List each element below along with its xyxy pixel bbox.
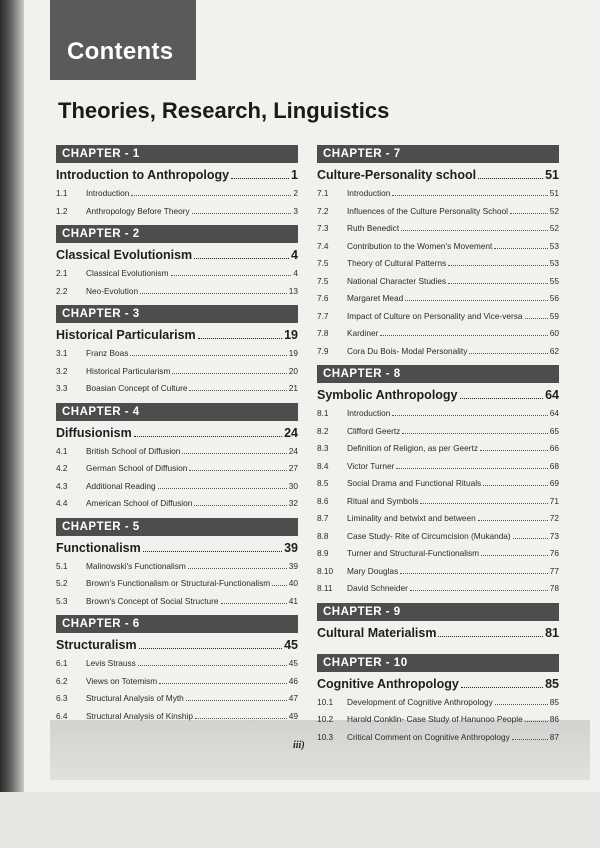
entry-page: 27 <box>288 463 298 473</box>
chapter-band: CHAPTER - 1 <box>56 145 298 163</box>
entry-number: 8.9 <box>317 548 329 558</box>
entry-page: 24 <box>288 445 298 456</box>
toc-entry <box>317 694 559 712</box>
dot-leader <box>189 390 286 391</box>
toc-entry <box>317 711 559 729</box>
toc-entry <box>56 495 298 513</box>
dot-leader <box>188 568 287 569</box>
entry-page: 56 <box>549 293 559 303</box>
page-number: iii) <box>293 740 305 751</box>
toc-entry <box>317 423 559 441</box>
chapter-title: Culture-Personality school <box>317 168 477 182</box>
toc-entry <box>317 493 559 511</box>
entry-title: Franz Boas <box>86 348 129 358</box>
chapter-band: CHAPTER - 4 <box>56 403 298 421</box>
entry-number: 8.7 <box>317 513 329 523</box>
entry-page: 3 <box>293 205 298 216</box>
entry-page: 65 <box>549 425 559 436</box>
entry-page: 51 <box>549 188 559 198</box>
entry-number: 7.4 <box>317 240 329 251</box>
toc-entry <box>56 708 298 726</box>
chapter-title: Historical Particularism <box>56 328 196 342</box>
entry-title: Additional Reading <box>86 480 156 491</box>
toc-entry <box>56 690 298 708</box>
toc-entry <box>56 443 298 461</box>
entry-title: Critical Comment on Cognitive Anthropology <box>347 731 510 742</box>
entry-number: 8.6 <box>317 495 329 506</box>
entry-title: Classical Evolutionism <box>86 268 169 278</box>
chapter-title-row <box>56 636 298 655</box>
dot-leader <box>525 721 548 722</box>
dot-leader <box>194 505 286 506</box>
dot-leader <box>400 573 548 574</box>
entry-title: Contribution to the Women's Movement <box>347 240 493 251</box>
entry-number: 7.1 <box>317 188 329 198</box>
entry-title: Brown's Concept of Social Structure <box>86 595 219 606</box>
entry-page: 85 <box>549 696 559 707</box>
entry-number: 8.11 <box>317 583 333 593</box>
entry-number: 7.6 <box>317 293 329 303</box>
toc-entry <box>56 363 298 381</box>
entry-number: 8.1 <box>317 408 329 418</box>
entry-page: 64 <box>549 408 559 418</box>
entry-title: Mary Douglas <box>347 565 399 576</box>
chapter-page: 81 <box>545 625 559 640</box>
toc-entry <box>317 510 559 528</box>
entry-title: Introduction <box>347 408 391 418</box>
chapter-block <box>56 145 298 220</box>
toc-entry <box>317 458 559 476</box>
entry-title: Kardiner <box>347 328 379 338</box>
dot-leader <box>195 718 287 719</box>
chapter-band: CHAPTER - 3 <box>56 305 298 323</box>
entry-number: 7.3 <box>317 223 329 233</box>
toc-entry <box>317 729 559 747</box>
entry-number: 10.3 <box>317 731 334 742</box>
entry-number: 8.3 <box>317 443 329 453</box>
dot-leader <box>143 551 282 552</box>
entry-page: 32 <box>288 498 298 508</box>
dot-leader <box>198 338 282 339</box>
entry-page: 53 <box>549 258 559 268</box>
entry-title: David Schneider <box>347 583 408 593</box>
book-gutter <box>0 0 24 848</box>
toc-entry <box>317 290 559 308</box>
toc-entry <box>317 220 559 238</box>
entry-title: German School of Diffusion <box>86 463 188 473</box>
entry-page: 30 <box>288 480 298 491</box>
dot-leader <box>448 265 548 266</box>
right-column <box>317 145 559 751</box>
entry-number: 8.5 <box>317 478 329 488</box>
toc-entry <box>56 460 298 478</box>
entry-number: 8.2 <box>317 425 329 436</box>
toc-entry <box>317 563 559 581</box>
chapter-block <box>56 518 298 611</box>
chapter-block <box>317 603 559 649</box>
toc-entry <box>317 325 559 343</box>
entry-title: British School of Diffusion <box>86 445 181 456</box>
entry-title: Victor Turner <box>347 460 395 471</box>
contents-label: Contents <box>67 38 174 65</box>
chapter-band: CHAPTER - 6 <box>56 615 298 633</box>
entry-page: 19 <box>288 348 298 358</box>
entry-title: Theory of Cultural Patterns <box>347 258 447 268</box>
chapter-page: 4 <box>291 248 298 262</box>
entry-number: 7.8 <box>317 328 329 338</box>
dot-leader <box>460 398 544 399</box>
chapter-page: 39 <box>284 540 298 555</box>
dot-leader <box>194 258 289 259</box>
toc-entry <box>56 655 298 673</box>
entry-page: 41 <box>288 595 298 606</box>
entry-title: Structural Analysis of Kinship <box>86 710 193 721</box>
entry-page: 52 <box>549 205 559 216</box>
toc-entry <box>317 440 559 458</box>
entry-title: Ritual and Symbols <box>347 495 419 506</box>
entry-title: Levis Strauss <box>86 658 136 668</box>
toc-entry <box>56 575 298 593</box>
entry-page: 39 <box>288 560 298 571</box>
toc-entry <box>317 343 559 361</box>
left-column <box>56 145 298 730</box>
entry-page: 2 <box>293 188 298 198</box>
toc-entry <box>317 255 559 273</box>
contents-tab <box>50 0 196 80</box>
toc-entry <box>317 203 559 221</box>
entry-page: 66 <box>549 443 559 453</box>
entry-page: 20 <box>288 365 298 376</box>
dot-leader <box>478 178 543 179</box>
entry-number: 5.1 <box>56 560 68 571</box>
entry-title: Boasian Concept of Culture <box>86 383 188 393</box>
entry-page: 69 <box>549 478 559 488</box>
toc-entry <box>317 273 559 291</box>
toc-entry <box>56 478 298 496</box>
entry-number: 4.2 <box>56 463 68 473</box>
entry-number: 7.5 <box>317 258 329 268</box>
toc-entry <box>317 238 559 256</box>
entry-number: 7.9 <box>317 345 329 356</box>
bottom-margin <box>0 792 600 848</box>
entry-page: 86 <box>549 714 559 724</box>
dot-leader <box>392 415 547 416</box>
entry-number: 6.2 <box>56 675 68 686</box>
entry-number: 10.1 <box>317 696 334 707</box>
entry-title: Views on Totemism <box>86 675 158 686</box>
entry-title: Clifford Geertz <box>347 425 401 436</box>
entry-title: Introduction <box>347 188 391 198</box>
entry-page: 87 <box>549 731 559 742</box>
entry-title: Anthropology Before Theory <box>86 205 190 216</box>
entry-page: 78 <box>549 583 559 593</box>
entry-number: 1.2 <box>56 205 68 216</box>
entry-page: 71 <box>549 495 559 506</box>
chapter-page: 64 <box>545 388 559 402</box>
dot-leader <box>469 353 547 354</box>
entry-number: 7.5 <box>317 275 329 286</box>
dot-leader <box>159 683 287 684</box>
toc-entry <box>56 345 298 363</box>
dot-leader <box>189 470 286 471</box>
dot-leader <box>402 433 547 434</box>
entry-number: 1.1 <box>56 188 68 198</box>
entry-page: 47 <box>288 693 298 703</box>
entry-number: 3.2 <box>56 365 68 376</box>
entry-page: 4 <box>293 268 298 278</box>
dot-leader <box>392 195 547 196</box>
dot-leader <box>138 665 287 666</box>
page-title: Theories, Research, Linguistics <box>58 98 390 123</box>
entry-number: 10.2 <box>317 714 334 724</box>
dot-leader <box>380 335 547 336</box>
dot-leader <box>192 213 292 214</box>
chapter-title: Diffusionism <box>56 425 132 440</box>
entry-page: 76 <box>549 548 559 558</box>
entry-title: Development of Cognitive Anthropology <box>347 696 493 707</box>
entry-number: 4.4 <box>56 498 68 508</box>
entry-title: Malinowski's Functionalism <box>86 560 186 571</box>
chapter-block <box>56 615 298 725</box>
entry-title: American School of Diffusion <box>86 498 193 508</box>
entry-title: Neo-Evolution <box>86 285 139 296</box>
dot-leader <box>171 275 292 276</box>
chapter-title-row <box>56 246 298 265</box>
entry-number: 2.2 <box>56 285 68 296</box>
entry-title: Harold Conklin- Case Study of Hanunoo People <box>347 714 523 724</box>
toc-entry <box>56 673 298 691</box>
dot-leader <box>438 636 543 637</box>
dot-leader <box>405 300 548 301</box>
entry-page: 21 <box>288 383 298 393</box>
entry-page: 49 <box>288 710 298 721</box>
chapter-band: CHAPTER - 10 <box>317 654 559 672</box>
chapter-page: 24 <box>284 425 298 440</box>
chapter-title: Symbolic Anthropology <box>317 388 458 402</box>
entry-page: 46 <box>288 675 298 686</box>
dot-leader <box>480 450 548 451</box>
toc-entry <box>317 308 559 326</box>
entry-number: 4.1 <box>56 445 68 456</box>
dot-leader <box>139 648 283 649</box>
dot-leader <box>131 195 291 196</box>
chapter-title: Functionalism <box>56 540 141 555</box>
entry-title: Cora Du Bois- Modal Personality <box>347 345 468 356</box>
dot-leader <box>396 468 547 469</box>
toc-entry <box>56 265 298 283</box>
chapter-title-row <box>56 539 298 558</box>
entry-number: 4.3 <box>56 480 68 491</box>
dot-leader <box>410 590 548 591</box>
dot-leader <box>401 230 548 231</box>
entry-number: 3.3 <box>56 383 68 393</box>
chapter-block <box>56 403 298 513</box>
entry-title: Impact of Culture on Personality and Vice-versa <box>347 310 523 321</box>
dot-leader <box>140 293 287 294</box>
toc-entry <box>317 528 559 546</box>
chapter-title: Classical Evolutionism <box>56 248 193 262</box>
chapter-block <box>317 654 559 747</box>
entry-page: 68 <box>549 460 559 471</box>
entry-number: 6.3 <box>56 693 68 703</box>
toc-entry <box>56 380 298 398</box>
entry-number: 8.4 <box>317 460 329 471</box>
entry-number: 8.10 <box>317 565 334 576</box>
dot-leader <box>513 538 548 539</box>
entry-page: 72 <box>549 513 559 523</box>
entry-title: Case Study- Rite of Circumcision (Mukanda) <box>347 530 511 541</box>
dot-leader <box>186 700 287 701</box>
dot-leader <box>272 585 287 586</box>
chapter-band: CHAPTER - 2 <box>56 225 298 243</box>
dot-leader <box>182 453 286 454</box>
chapter-block <box>56 305 298 398</box>
chapter-page: 1 <box>291 168 298 182</box>
chapter-band: CHAPTER - 5 <box>56 518 298 536</box>
entry-page: 73 <box>549 530 559 541</box>
dot-leader <box>525 318 548 319</box>
entry-title: Turner and Structural-Functionalism <box>347 548 480 558</box>
entry-number: 7.2 <box>317 205 329 216</box>
toc-entry <box>317 185 559 203</box>
chapter-title-row <box>317 675 559 694</box>
entry-title: National Character Studies <box>347 275 447 286</box>
chapter-band: CHAPTER - 8 <box>317 365 559 383</box>
chapter-block <box>317 365 559 598</box>
toc-entry <box>56 283 298 301</box>
entry-title: Historical Particularism <box>86 365 171 376</box>
entry-page: 13 <box>288 285 298 296</box>
dot-leader <box>481 555 548 556</box>
entry-title: Introduction <box>86 188 130 198</box>
entry-number: 6.1 <box>56 658 68 668</box>
dot-leader <box>448 283 548 284</box>
toc-entry <box>317 405 559 423</box>
chapter-band: CHAPTER - 9 <box>317 603 559 621</box>
entry-title: Brown's Functionalism or Structural-Functionalism <box>86 578 271 588</box>
dot-leader <box>420 503 547 504</box>
chapter-band: CHAPTER - 7 <box>317 145 559 163</box>
chapter-title-row <box>317 166 559 185</box>
entry-page: 62 <box>549 345 559 356</box>
entry-page: 77 <box>549 565 559 576</box>
chapter-title-row <box>317 386 559 405</box>
entry-page: 59 <box>549 310 559 321</box>
dot-leader <box>134 436 282 437</box>
entry-title: Liminality and betwixt and between <box>347 513 476 523</box>
chapter-title-row <box>56 166 298 185</box>
chapter-page: 45 <box>284 638 298 652</box>
toc-entry <box>56 185 298 203</box>
toc-entry <box>56 558 298 576</box>
entry-page: 53 <box>549 240 559 251</box>
dot-leader <box>231 178 289 179</box>
entry-number: 2.1 <box>56 268 68 278</box>
dot-leader <box>478 520 548 521</box>
dot-leader <box>483 485 548 486</box>
entry-number: 7.7 <box>317 310 329 321</box>
chapter-title: Introduction to Anthropology <box>56 168 230 182</box>
entry-title: Definition of Religion, as per Geertz <box>347 443 478 453</box>
entry-title: Margaret Mead <box>347 293 404 303</box>
dot-leader <box>172 373 286 374</box>
chapter-spacer <box>317 643 559 649</box>
entry-page: 60 <box>549 328 559 338</box>
toc-entry <box>317 475 559 493</box>
chapter-title-row <box>317 624 559 643</box>
chapter-title-row <box>56 326 298 345</box>
chapter-page: 51 <box>545 168 559 182</box>
dot-leader <box>158 488 287 489</box>
entry-page: 55 <box>549 275 559 286</box>
dot-leader <box>495 704 548 705</box>
toc-entry <box>56 203 298 221</box>
entry-title: Social Drama and Functional Rituals <box>347 478 482 488</box>
dot-leader <box>221 603 287 604</box>
entry-number: 8.8 <box>317 530 329 541</box>
entry-page: 52 <box>549 223 559 233</box>
chapter-block <box>317 145 559 360</box>
entry-page: 40 <box>288 578 298 588</box>
entry-page: 45 <box>288 658 298 668</box>
entry-number: 5.3 <box>56 595 68 606</box>
toc-entry <box>317 580 559 598</box>
dot-leader <box>494 248 547 249</box>
chapter-title-row <box>56 424 298 443</box>
chapter-block <box>56 225 298 300</box>
entry-number: 5.2 <box>56 578 68 588</box>
toc-entry <box>317 545 559 563</box>
entry-title: Influences of the Culture Personality School <box>347 205 508 216</box>
toc-entry <box>56 593 298 611</box>
chapter-title: Cultural Materialism <box>317 625 437 640</box>
chapter-page: 85 <box>545 676 559 691</box>
chapter-title: Structuralism <box>56 638 137 652</box>
entry-title: Structural Analysis of Myth <box>86 693 184 703</box>
entry-number: 6.4 <box>56 710 68 721</box>
chapter-title: Cognitive Anthropology <box>317 676 459 691</box>
entry-title: Ruth Benedict <box>347 223 400 233</box>
dot-leader <box>510 213 548 214</box>
dot-leader <box>512 739 548 740</box>
dot-leader <box>130 355 286 356</box>
entry-number: 3.1 <box>56 348 68 358</box>
chapter-page: 19 <box>284 328 298 342</box>
dot-leader <box>461 687 543 688</box>
